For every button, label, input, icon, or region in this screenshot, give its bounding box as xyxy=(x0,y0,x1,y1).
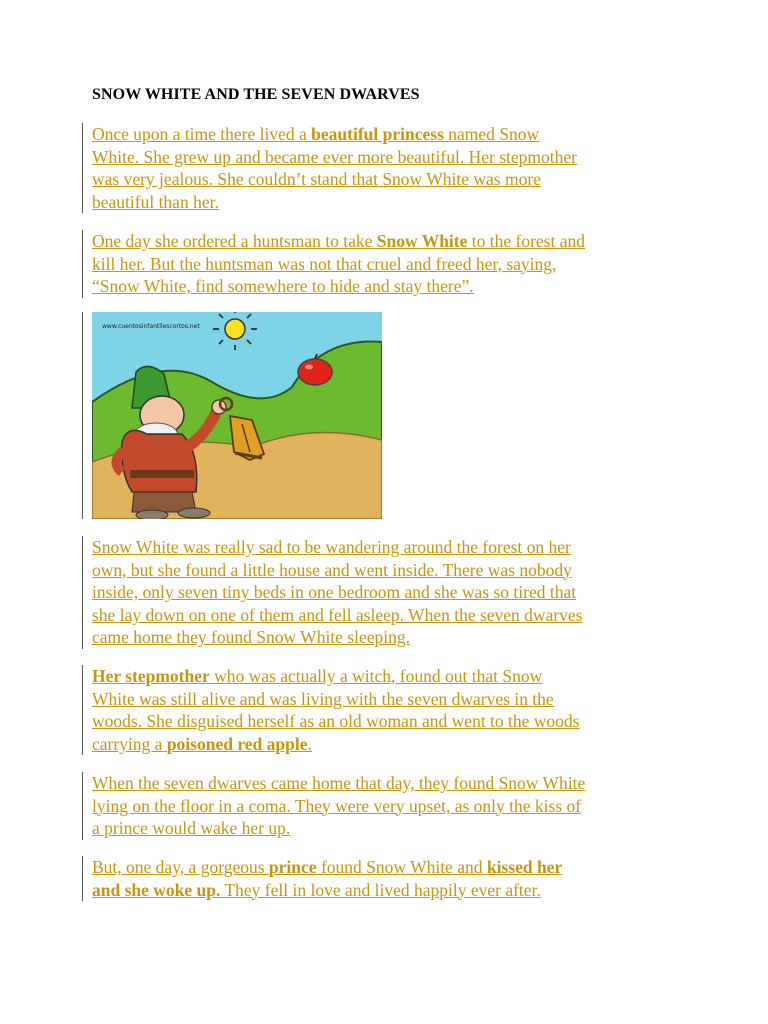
paragraph-3: Snow White was really sad to be wandering around the forest on her own, but she found a little house and went inside. There was nobody inside, only seven tiny beds in one bedroom and she was so tired that she lay down on one of them and fell asleep. When the seven dwarves came home they found Snow White sleeping. xyxy=(82,536,692,649)
paragraph-5: When the seven dwarves came home that day, they found Snow White lying on the floor in a coma. They were very upset, as only the kiss of a prince would wake her up. xyxy=(82,772,692,840)
paragraph-4: Her stepmother who was actually a witch, found out that Snow White was still alive and was living with the seven dwarves in the woods. She disguised herself as an old woman and went to the woods carrying a poisoned red apple. xyxy=(82,665,692,755)
paragraph-1: Once upon a time there lived a beautiful princess named Snow White. She grew up and became ever more beautiful. Her stepmother was very jealous. She couldn’t stand that Snow White was more beautiful than her. xyxy=(82,123,692,213)
paragraph-6: But, one day, a gorgeous prince found Snow White and kissed her and she woke up. They fell in love and lived happily ever after. xyxy=(82,856,692,901)
dwarf-illustration-frame xyxy=(82,312,382,519)
document-title: SNOW WHITE AND THE SEVEN DWARVES xyxy=(92,86,420,103)
watermark-text: www.cuentosinfantilescortos.net xyxy=(102,323,200,330)
paragraph-2: One day she ordered a huntsman to take Snow White to the forest and kill her. But the huntsman was not that cruel and freed her, saying, “Snow White, find somewhere to hide and stay there”. xyxy=(82,230,692,298)
dwarf-illustration xyxy=(92,312,382,519)
